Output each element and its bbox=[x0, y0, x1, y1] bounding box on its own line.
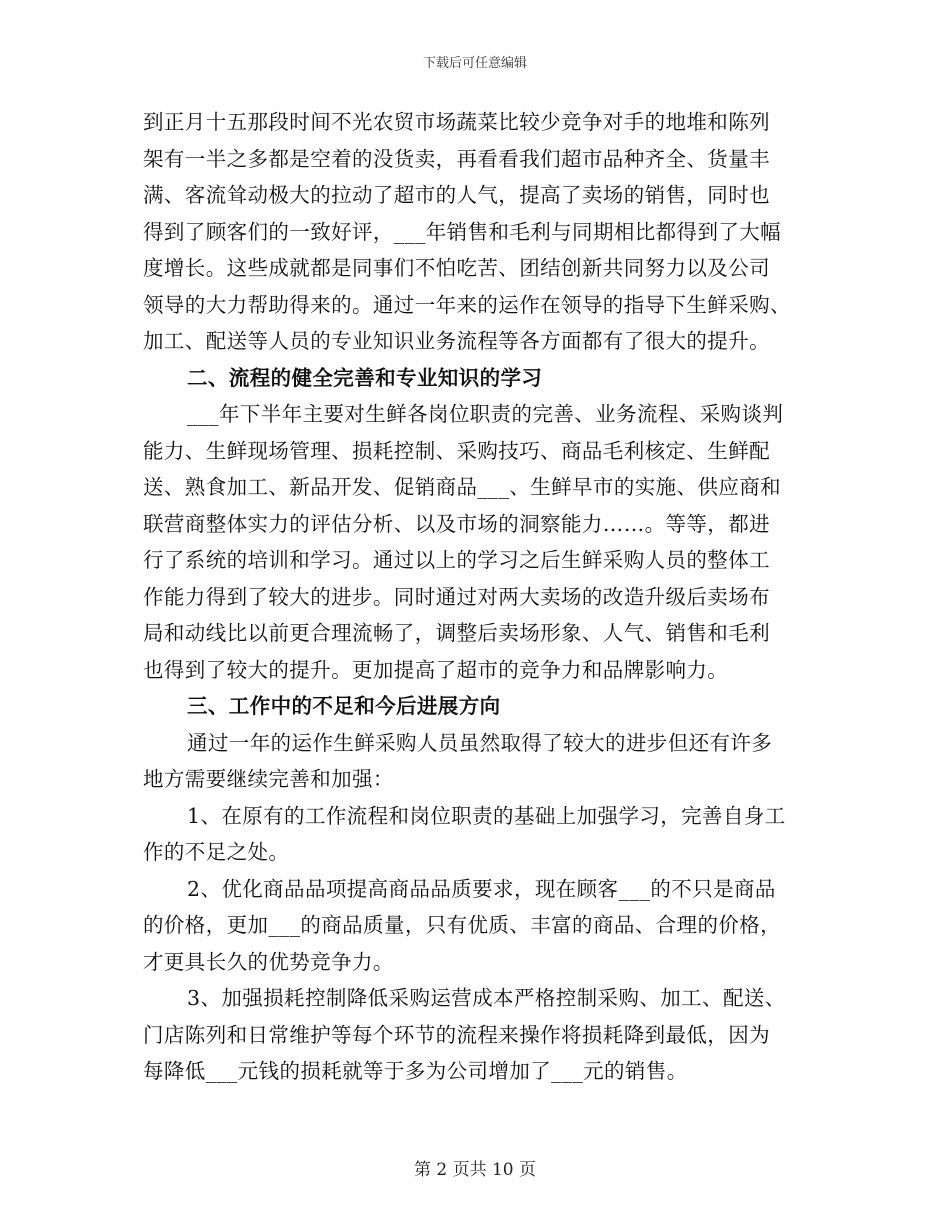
paragraph-line: 加工、配送等人员的专业知识业务流程等各方面都有了很大的提升。 bbox=[143, 329, 770, 353]
paragraph-line: 才更具长久的优势竞争力。 bbox=[143, 949, 394, 974]
document-body bbox=[143, 104, 807, 1090]
paragraph-line: 得到了顾客们的一致好评，___年销售和毛利与同期相比都得到了大幅 bbox=[143, 219, 782, 244]
paragraph-line: 的价格，更加___的商品质量，只有优质、丰富的商品、合理的价格， bbox=[143, 913, 782, 937]
paragraph-line: 通过一年的运作生鲜采购人员虽然取得了较大的进步但还有许多 bbox=[187, 730, 773, 755]
paragraph-line: 送、熟食加工、新品开发、促销商品___、生鲜早市的实施、供应商和 bbox=[143, 475, 782, 499]
paragraph-line: 地方需要继续完善和加强： bbox=[143, 767, 394, 791]
paragraph-line: 3、加强损耗控制降低采购运营成本严格控制采购、加工、配送、 bbox=[187, 986, 786, 1010]
paragraph-line: 领导的大力帮助得来的。通过一年来的运作在领导的指导下生鲜采购、 bbox=[143, 292, 791, 317]
paragraph-line: 局和动线比以前更合理流畅了，调整后卖场形象、人气、销售和毛利 bbox=[143, 621, 770, 645]
paragraph-line: 作的不足之处。 bbox=[143, 840, 290, 864]
paragraph-line: 行了系统的培训和学习。通过以上的学习之后生鲜采购人员的整体工 bbox=[143, 548, 770, 572]
paragraph-line: 作能力得到了较大的进步。同时通过对两大卖场的改造升级后卖场布 bbox=[143, 584, 770, 609]
paragraph-line: 1、在原有的工作流程和岗位职责的基础上加强学习，完善自身工 bbox=[187, 803, 786, 828]
paragraph-line: 也得到了较大的提升。更加提高了超市的竞争力和品牌影响力。 bbox=[143, 657, 729, 682]
section-heading: 二、流程的健全完善和专业知识的学习 bbox=[187, 365, 543, 390]
paragraph-line: 门店陈列和日常维护等每个环节的流程来操作将损耗降到最低，因为 bbox=[143, 1022, 770, 1047]
paragraph-line: 能力、生鲜现场管理、损耗控制、采购技巧、商品毛利核定、生鲜配 bbox=[143, 438, 770, 463]
paragraph-line: 每降低___元钱的损耗就等于多为公司增加了___元的销售。 bbox=[143, 1059, 688, 1083]
paragraph-line: 架有一半之多都是空着的没货卖，再看看我们超市品种齐全、货量丰 bbox=[143, 146, 770, 171]
paragraph-line: 联营商整体实力的评估分析、以及市场的洞察能力……。等等，都进 bbox=[143, 511, 770, 536]
paragraph-line: 到正月十五那段时间不光农贸市场蔬菜比较少竞争对手的地堆和陈列 bbox=[143, 110, 770, 134]
page-number: 第 2 页共 10 页 bbox=[413, 1160, 537, 1180]
paragraph-line: 度增长。这些成就都是同事们不怕吃苦、团结创新共同努力以及公司 bbox=[143, 256, 770, 280]
paragraph-line: 2、优化商品品项提高商品品质要求，现在顾客___的不只是商品 bbox=[187, 876, 776, 901]
paragraph-line: 满、客流耸动极大的拉动了超市的人气，提高了卖场的销售，同时也 bbox=[143, 183, 770, 207]
paragraph-line: ___年下半年主要对生鲜各岗位职责的完善、业务流程、采购谈判 bbox=[187, 402, 784, 426]
page-header: 下载后可任意编辑 bbox=[422, 56, 527, 71]
section-heading: 三、工作中的不足和今后进展方向 bbox=[187, 694, 501, 718]
